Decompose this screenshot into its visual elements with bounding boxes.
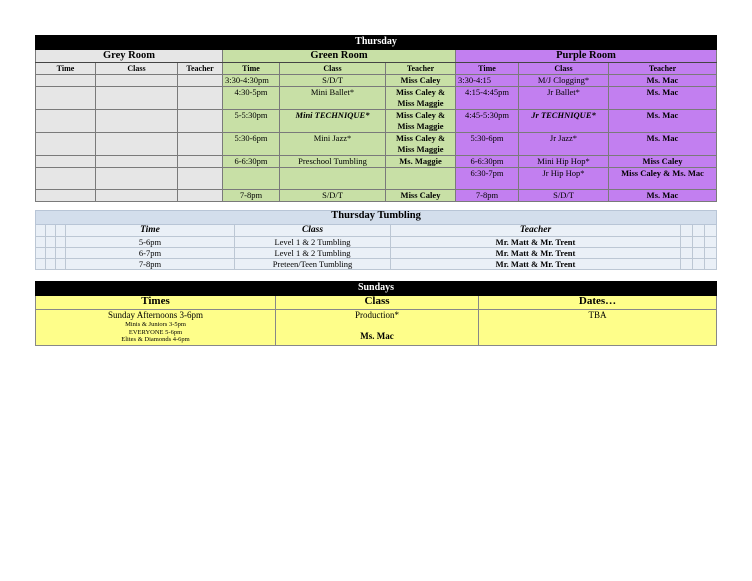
purple-time-cell: 5:30-6pm: [456, 133, 519, 156]
green-class-cell: [280, 168, 386, 190]
grey-teacher-cell: [178, 168, 223, 190]
green-time-cell: 7-8pm: [223, 190, 280, 202]
green-class-cell: S/D/T: [280, 75, 386, 87]
spacer-cell: [693, 225, 705, 237]
green-class-cell: Mini Jazz*: [280, 133, 386, 156]
tumbling-time-cell: 5-6pm: [66, 237, 235, 248]
spacer-cell: [681, 248, 693, 259]
grey-time-cell: [36, 190, 96, 202]
thursday-schedule-table: [35, 35, 717, 202]
green-class-cell: Preschool Tumbling: [280, 156, 386, 168]
tumbling-teacher-cell: Mr. Matt & Mr. Trent: [391, 237, 681, 248]
purple-class-cell: Jr Hip Hop*: [519, 168, 609, 190]
grey-teacher-cell: [178, 87, 223, 110]
spacer-cell: [56, 259, 66, 270]
grey-time-header: Time: [36, 63, 96, 75]
sundays-header-row: [36, 282, 717, 296]
sundays-dates-header: Dates…: [479, 296, 717, 310]
grey-class-cell: [96, 110, 178, 133]
purple-teacher-cell: Miss Caley & Ms. Mac: [609, 168, 717, 190]
purple-time-cell: 7-8pm: [456, 190, 519, 202]
table-row: [36, 75, 717, 87]
green-teacher-cell: Miss Caley & Miss Maggie: [386, 110, 456, 133]
thursday-title: Thursday: [36, 36, 717, 50]
purple-time-header: Time: [456, 63, 519, 75]
purple-teacher-cell: Ms. Mac: [609, 75, 717, 87]
grey-class-cell: [96, 75, 178, 87]
table-row: [36, 237, 717, 248]
green-room-label: Green Room: [223, 50, 456, 63]
green-time-cell: 3:30-4:30pm: [223, 75, 280, 87]
sundays-dates-cell: TBA: [479, 310, 717, 346]
spacer-cell: [681, 237, 693, 248]
table-row: [36, 248, 717, 259]
spacer-cell: [705, 225, 717, 237]
room-names-row: [36, 50, 717, 63]
tumbling-class-cell: Level 1 & 2 Tumbling: [235, 248, 391, 259]
grey-time-cell: [36, 75, 96, 87]
tumbling-time-cell: 7-8pm: [66, 259, 235, 270]
sunday-time-main: Sunday Afternoons 3-6pm: [108, 310, 203, 320]
green-teacher-header: Teacher: [386, 63, 456, 75]
purple-teacher-cell: Ms. Mac: [609, 190, 717, 202]
green-time-cell: 4:30-5pm: [223, 87, 280, 110]
spacer-cell: [705, 237, 717, 248]
green-time-cell: 6-6:30pm: [223, 156, 280, 168]
sundays-times-header: Times: [36, 296, 276, 310]
sundays-table: [35, 281, 717, 346]
grey-class-cell: [96, 133, 178, 156]
grey-class-cell: [96, 156, 178, 168]
table-row: [36, 310, 717, 346]
tumbling-time-header: Time: [66, 225, 235, 237]
purple-room-label: Purple Room: [456, 50, 717, 63]
green-class-cell: Mini TECHNIQUE*: [280, 110, 386, 133]
grey-class-cell: [96, 87, 178, 110]
tumbling-teacher-cell: Mr. Matt & Mr. Trent: [391, 259, 681, 270]
sunday-time-line: Minis & Juniors 3-5pm: [125, 321, 186, 328]
grey-teacher-cell: [178, 156, 223, 168]
purple-time-cell: 6-6:30pm: [456, 156, 519, 168]
thursday-header-row: [36, 36, 717, 50]
spacer-cell: [46, 237, 56, 248]
grey-time-cell: [36, 168, 96, 190]
spacer-cell: [681, 259, 693, 270]
tumbling-class-cell: Level 1 & 2 Tumbling: [235, 237, 391, 248]
grey-class-header: Class: [96, 63, 178, 75]
tumbling-title: Thursday Tumbling: [36, 211, 717, 225]
spacer-cell: [46, 248, 56, 259]
green-class-header: Class: [280, 63, 386, 75]
sundays-class-header: Class: [276, 296, 479, 310]
purple-class-cell: Mini Hip Hop*: [519, 156, 609, 168]
tumbling-column-headers: [36, 225, 717, 237]
spacer-cell: [56, 248, 66, 259]
purple-time-cell: 4:45-5:30pm: [456, 110, 519, 133]
tumbling-teacher-header: Teacher: [391, 225, 681, 237]
purple-teacher-cell: Ms. Mac: [609, 110, 717, 133]
grey-teacher-cell: [178, 190, 223, 202]
purple-class-cell: Jr Jazz*: [519, 133, 609, 156]
green-teacher-cell: Ms. Maggie: [386, 156, 456, 168]
spacer-cell: [705, 259, 717, 270]
green-teacher-cell: Miss Caley: [386, 190, 456, 202]
purple-teacher-cell: Ms. Mac: [609, 133, 717, 156]
spacer-cell: [36, 259, 46, 270]
spacer-cell: [693, 248, 705, 259]
green-class-cell: S/D/T: [280, 190, 386, 202]
grey-time-cell: [36, 110, 96, 133]
spacer-cell: [56, 237, 66, 248]
grey-room-label: Grey Room: [36, 50, 223, 63]
grey-teacher-header: Teacher: [178, 63, 223, 75]
grey-time-cell: [36, 156, 96, 168]
green-class-cell: Mini Ballet*: [280, 87, 386, 110]
sundays-class-cell: [276, 310, 479, 346]
purple-teacher-cell: Ms. Mac: [609, 87, 717, 110]
green-teacher-cell: Miss Caley & Miss Maggie: [386, 133, 456, 156]
purple-class-cell: Jr TECHNIQUE*: [519, 110, 609, 133]
tumbling-time-cell: 6-7pm: [66, 248, 235, 259]
spacer-cell: [693, 259, 705, 270]
grey-teacher-cell: [178, 75, 223, 87]
table-row: [36, 133, 717, 156]
sundays-title: Sundays: [36, 282, 717, 296]
purple-teacher-header: Teacher: [609, 63, 717, 75]
grey-teacher-cell: [178, 110, 223, 133]
green-teacher-cell: Miss Caley & Miss Maggie: [386, 87, 456, 110]
spacer-cell: [46, 259, 56, 270]
table-row: [36, 110, 717, 133]
purple-time-cell: 4:15-4:45pm: [456, 87, 519, 110]
purple-teacher-cell: Miss Caley: [609, 156, 717, 168]
tumbling-class-header: Class: [235, 225, 391, 237]
green-time-cell: [223, 168, 280, 190]
spacer-cell: [693, 237, 705, 248]
sundays-column-headers: [36, 296, 717, 310]
green-time-cell: 5-5:30pm: [223, 110, 280, 133]
spacer-cell: [705, 248, 717, 259]
grey-time-cell: [36, 87, 96, 110]
green-time-cell: 5:30-6pm: [223, 133, 280, 156]
grey-class-cell: [96, 168, 178, 190]
tumbling-teacher-cell: Mr. Matt & Mr. Trent: [391, 248, 681, 259]
sunday-time-line: Elites & Diamonds 4-6pm: [121, 336, 190, 343]
purple-class-header: Class: [519, 63, 609, 75]
tumbling-header-row: [36, 211, 717, 225]
table-row: [36, 190, 717, 202]
tumbling-class-cell: Preteen/Teen Tumbling: [235, 259, 391, 270]
spacer-cell: [56, 225, 66, 237]
spacer-cell: [36, 237, 46, 248]
column-headers-row: [36, 63, 717, 75]
table-row: [36, 156, 717, 168]
green-teacher-cell: Miss Caley: [386, 75, 456, 87]
sunday-time-line: EVERYONE 5-6pm: [128, 328, 183, 336]
sunday-teacher: Ms. Mac: [360, 331, 394, 341]
purple-class-cell: M/J Clogging*: [519, 75, 609, 87]
thursday-tumbling-table: [35, 210, 717, 270]
spacer-cell: [681, 225, 693, 237]
spacer-cell: [36, 225, 46, 237]
table-row: [36, 168, 717, 190]
green-teacher-cell: [386, 168, 456, 190]
spacer-cell: [46, 225, 56, 237]
grey-teacher-cell: [178, 133, 223, 156]
sunday-class: Production*: [355, 310, 399, 320]
purple-class-cell: Jr Ballet*: [519, 87, 609, 110]
sundays-times-cell: [36, 310, 276, 346]
purple-class-cell: S/D/T: [519, 190, 609, 202]
table-row: [36, 259, 717, 270]
grey-time-cell: [36, 133, 96, 156]
grey-class-cell: [96, 190, 178, 202]
table-row: [36, 87, 717, 110]
purple-time-cell: 6:30-7pm: [456, 168, 519, 190]
purple-time-cell: 3:30-4:15: [456, 75, 519, 87]
green-time-header: Time: [223, 63, 280, 75]
spacer-cell: [36, 248, 46, 259]
